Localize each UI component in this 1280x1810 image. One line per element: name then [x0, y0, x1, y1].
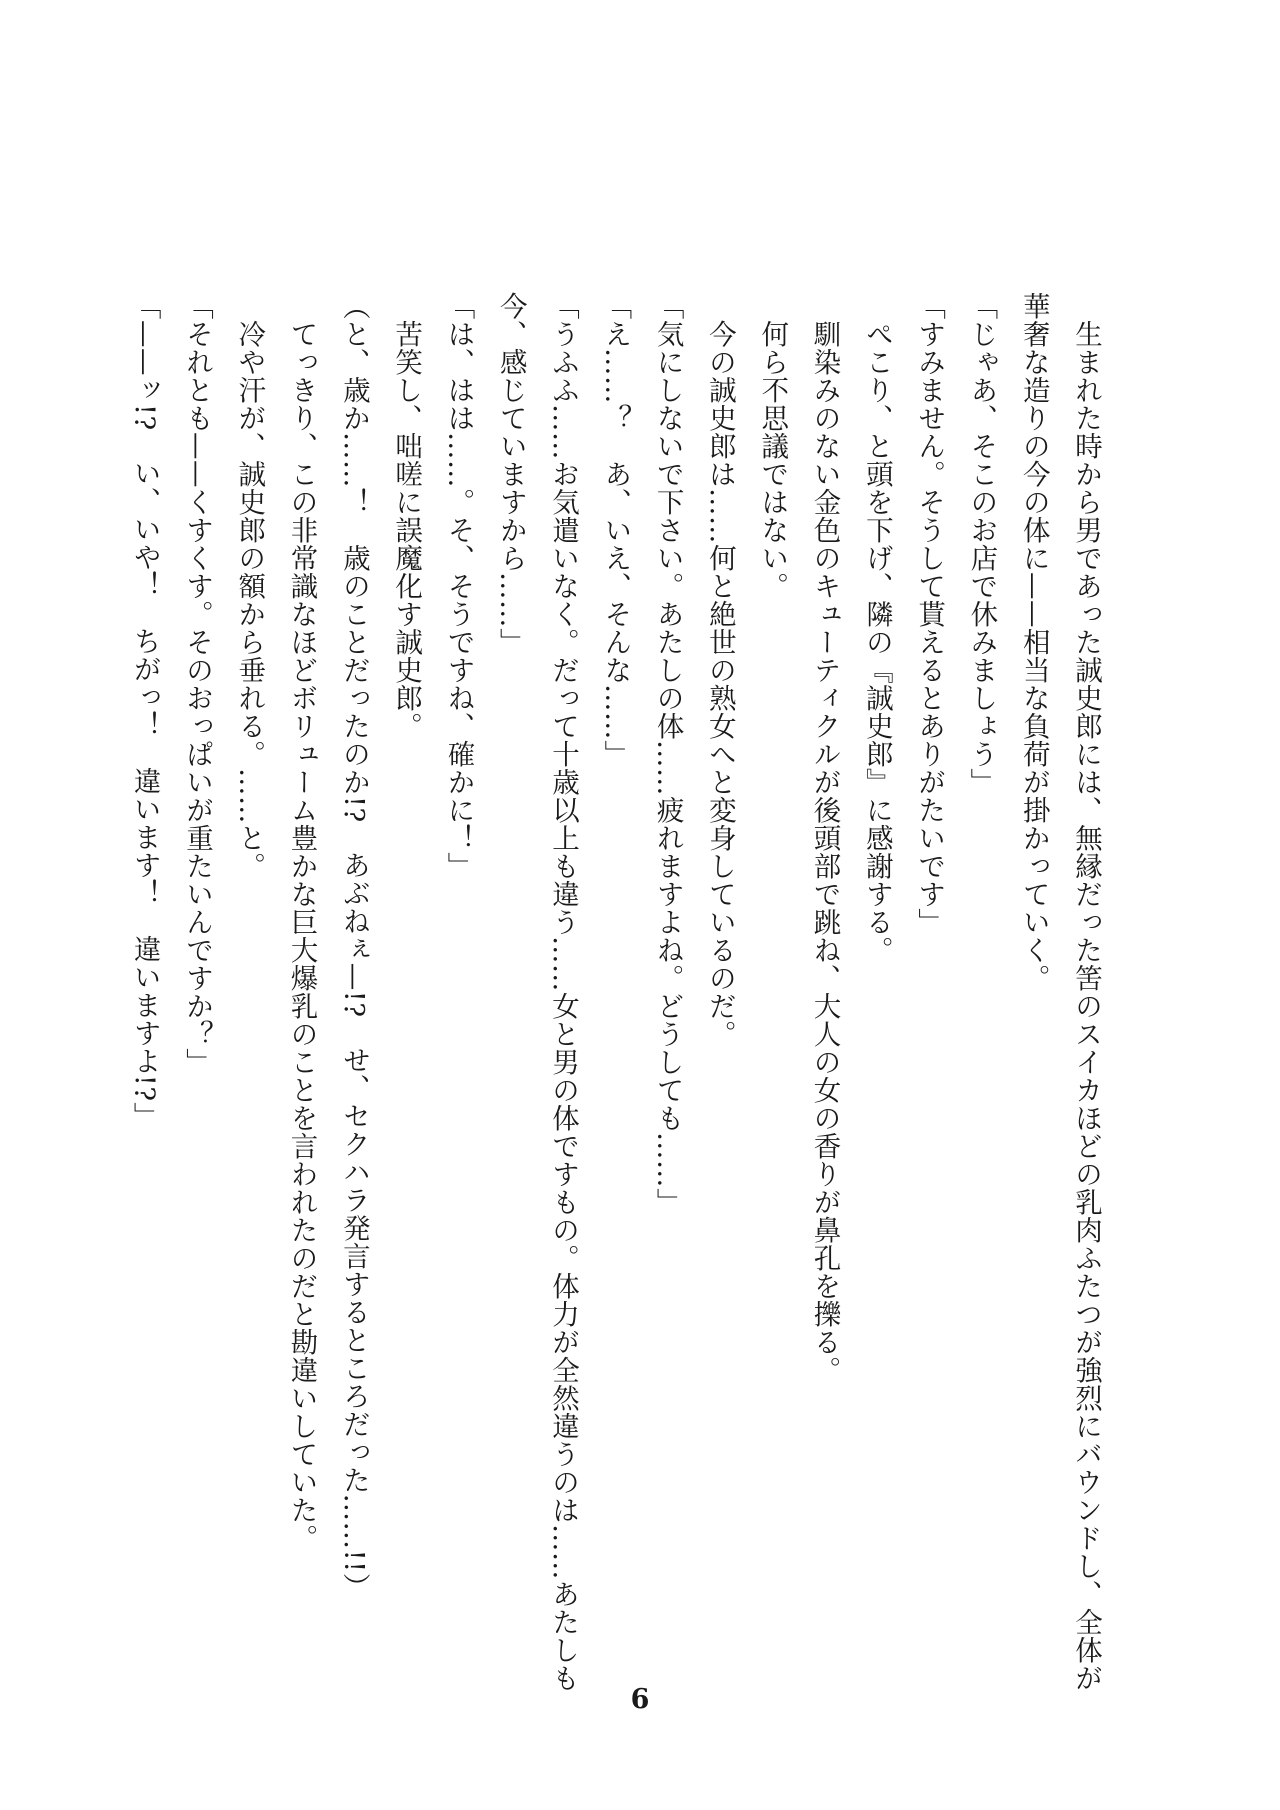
vertical-text-block [118, 292, 1112, 1692]
text-line: 「うふふ……お気遣いなく。だって十歳以上も違う……女と男の体ですもの。体力が全然違うのは……あたしも [547, 292, 580, 1692]
text-line: 今の誠史郎は……何と絶世の熟女へと変身しているのだ。 [703, 292, 736, 1048]
text-line: 冷や汗が、誠史郎の額から垂れる。……と。 [233, 292, 266, 880]
text-line: 華奢な造りの今の体に——相当な負荷が掛かっていく。 [1017, 292, 1050, 992]
text-line: （と、歳か……！ 歳のことだったのか!? あぶねぇ—!? せ、セクハラ発言するところだった……!!） [337, 292, 370, 1601]
text-line: 苦笑し、咄嗟に誤魔化す誠史郎。 [390, 292, 423, 740]
text-line: 今、感じていますから……」 [494, 292, 527, 656]
text-line: 「すみません。そうして貰えるとありがたいです」 [913, 292, 946, 936]
text-line: 「じゃあ、そこのお店で休みましょう」 [965, 292, 998, 796]
text-line: 「それとも——くすくす。そのおっぱいが重たいんですか？」 [180, 292, 213, 1076]
text-line: 「気にしないで下さい。あたしの体……疲れますよね。どうしても……」 [651, 292, 684, 1216]
text-line: 「え……？ あ、いえ、そんな……」 [599, 292, 632, 768]
text-line: 生まれた時から男であった誠史郎には、無縁だった筈のスイカほどの乳肉ふたつが強烈にバウンドし、全体が [1070, 292, 1102, 1692]
text-line: 「——ッ!? い、いや！ ちがっ！ 違います！ 違いますよ!?」 [128, 292, 161, 1130]
text-line: 何ら不思議ではない。 [756, 292, 789, 600]
text-line: 「は、はは……。そ、そうですね、確かに！」 [442, 292, 475, 880]
page-number: 6 [630, 1684, 650, 1715]
text-line: ぺこり、と頭を下げ、隣の『誠史郎』に感謝する。 [860, 292, 893, 964]
text-line: 馴染みのない金色のキューティクルが後頭部で跳ね、大人の女の香りが鼻孔を擽る。 [808, 292, 841, 1384]
text-line: てっきり、この非常識なほどボリューム豊かな巨大爆乳のことを言われたのだと勘違いしていた。 [285, 292, 318, 1552]
